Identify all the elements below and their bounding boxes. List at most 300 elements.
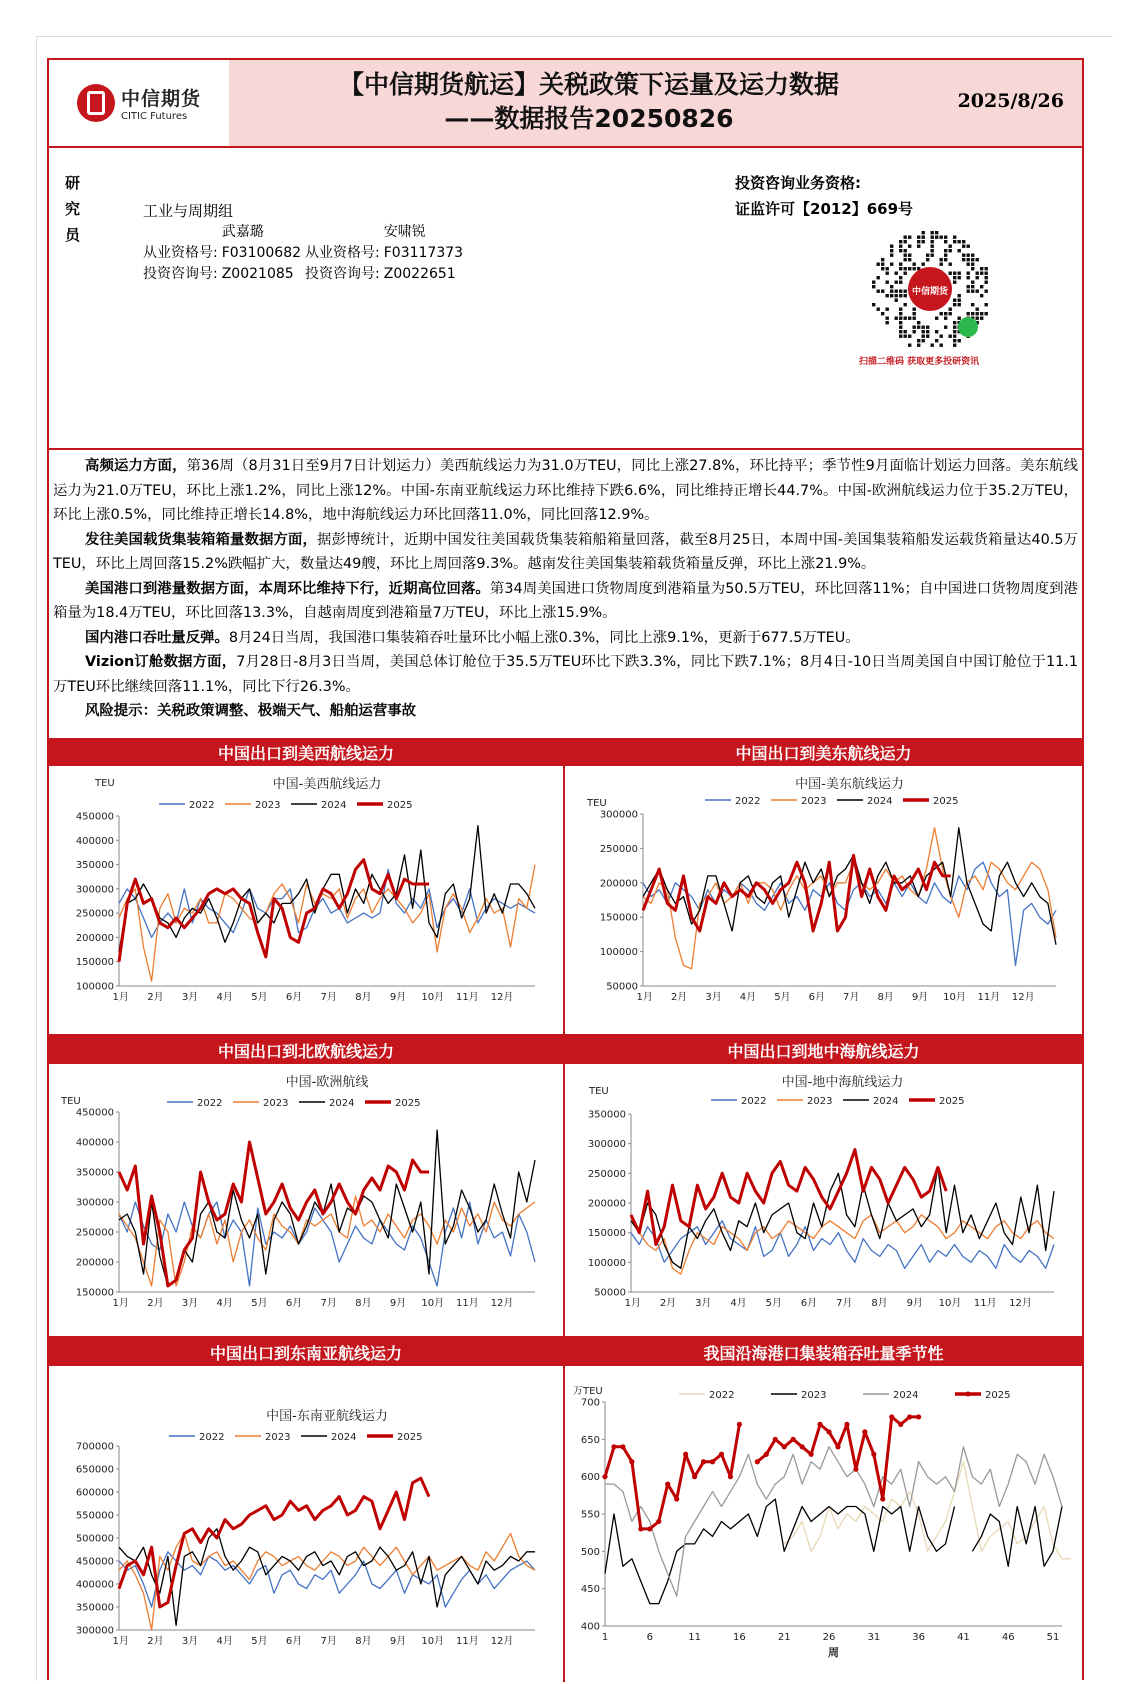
qr-module — [940, 236, 943, 239]
qr-module — [872, 281, 875, 284]
qr-module — [895, 294, 898, 297]
legend-label: 2024 — [331, 1432, 357, 1443]
qr-module — [913, 317, 916, 320]
qr-module — [904, 303, 907, 306]
qr-module — [890, 290, 893, 293]
y-tick-label: 200000 — [75, 932, 114, 944]
researcher-info — [49, 148, 1082, 450]
qr-module — [953, 344, 956, 347]
qr-code-icon[interactable] — [869, 228, 991, 350]
qr-module — [949, 249, 952, 252]
y-tick-label: 450000 — [75, 1556, 114, 1568]
x-tick-label: 31 — [867, 1632, 881, 1643]
summary-heading: 国内港口吞吐量反弹。 — [85, 629, 229, 646]
report-header — [49, 60, 1082, 148]
x-tick-label: 21 — [777, 1632, 791, 1643]
summary-text: 8月24日当周，我国港口集装箱吞吐量环比小幅上涨0.3%，同比上涨9.1%，更新于677.5万TEU。 — [228, 629, 860, 646]
qr-module — [917, 326, 920, 329]
qualification-line-1: 投资咨询业务资格: — [735, 174, 861, 192]
y-tick-label: 300000 — [599, 809, 638, 821]
legend-label: 2024 — [893, 1390, 919, 1401]
legend-label: 2022 — [197, 1098, 223, 1109]
data-point — [602, 1474, 607, 1479]
x-tick-label: 6 — [646, 1632, 653, 1643]
data-point — [889, 1414, 894, 1419]
qr-module — [886, 308, 889, 311]
company-logo — [49, 60, 229, 146]
qr-module — [913, 308, 916, 311]
summary-heading: 发往美国载货集装箱箱量数据方面， — [85, 531, 317, 548]
logo-en-text: CITIC Futures — [120, 111, 188, 122]
x-tick-label: 10月 — [421, 1298, 445, 1309]
data-point — [620, 1444, 625, 1449]
x-tick-label: 6月 — [285, 1636, 303, 1647]
qr-module — [899, 281, 902, 284]
qr-module — [953, 299, 956, 302]
qr-module — [904, 240, 907, 243]
qr-module — [895, 290, 898, 293]
inv-number: Z0022651 — [383, 266, 456, 282]
data-point — [629, 1459, 634, 1464]
qr-module — [886, 294, 889, 297]
qr-module — [958, 276, 961, 279]
qr-module — [931, 236, 934, 239]
x-tick-label: 7月 — [320, 1298, 337, 1309]
qr-module — [913, 326, 916, 329]
x-tick-label: 1月 — [636, 992, 653, 1003]
x-tick-label: 6月 — [285, 1298, 303, 1309]
qr-module — [908, 258, 911, 261]
qr-module — [931, 231, 934, 234]
cert-label: 从业资格号: — [305, 245, 380, 261]
legend-label: 2023 — [807, 1096, 833, 1107]
qr-module — [922, 339, 925, 342]
x-tick-label: 51 — [1046, 1632, 1060, 1643]
qr-module — [985, 281, 988, 284]
qr-module — [958, 240, 961, 243]
panel-title: 中国出口到地中海航线运力 — [565, 1036, 1082, 1064]
qr-module — [926, 254, 929, 257]
qr-module — [985, 303, 988, 306]
qr-module — [908, 236, 911, 239]
qr-module — [953, 281, 956, 284]
qr-module — [904, 258, 907, 261]
y-tick-label: 50000 — [606, 981, 638, 993]
x-tick-label: 5月 — [251, 992, 268, 1003]
x-tick-label: 7月 — [843, 992, 860, 1003]
y-tick-label: 150000 — [75, 1287, 114, 1299]
qr-module — [890, 249, 893, 252]
qr-module — [971, 258, 974, 261]
summary-heading: Vizion订舱数据方面， — [85, 654, 237, 670]
qualification — [735, 170, 913, 222]
qr-module — [944, 258, 947, 261]
y-tick-label: 300000 — [75, 1625, 114, 1637]
qr-module — [967, 263, 970, 266]
qr-module — [940, 258, 943, 261]
legend-label: 2023 — [801, 1390, 827, 1401]
qr-module — [899, 321, 902, 324]
researcher-name: 安啸锐 — [383, 224, 426, 240]
y-tick-label: 450 — [580, 1584, 600, 1596]
report-subtitle: ——数据报告20250826 — [444, 104, 734, 133]
qr-module — [976, 272, 979, 275]
qr-module — [904, 290, 907, 293]
qr-module — [917, 321, 920, 324]
qr-module — [877, 276, 880, 279]
legend-label: 2022 — [735, 796, 761, 807]
qr-module — [944, 326, 947, 329]
y-tick-label: 400000 — [75, 1579, 114, 1591]
qr-module — [944, 236, 947, 239]
y-tick-label: 150000 — [587, 1228, 626, 1240]
summary-paragraph — [53, 528, 1078, 577]
qr-module — [908, 254, 911, 257]
legend-label: 2024 — [321, 800, 347, 811]
qr-module — [971, 267, 974, 270]
x-tick-label: 7月 — [320, 992, 337, 1003]
legend-label: 2023 — [265, 1432, 291, 1443]
legend-label: 2025 — [397, 1432, 423, 1443]
panel-us-west — [49, 738, 565, 1034]
series-line-2024 — [119, 826, 535, 952]
summary-paragraph — [53, 577, 1078, 626]
qr-module — [926, 258, 929, 261]
qr-module — [967, 272, 970, 275]
chart-north-europe — [49, 1064, 563, 1334]
qr-module — [904, 335, 907, 338]
data-point — [862, 1429, 867, 1434]
x-tick-label: 4月 — [730, 1298, 747, 1309]
qr-module — [967, 245, 970, 248]
qr-module — [980, 267, 983, 270]
qr-module — [872, 285, 875, 288]
data-point — [737, 1422, 742, 1427]
qr-module — [890, 294, 893, 297]
qr-module — [913, 267, 916, 270]
qr-module — [899, 290, 902, 293]
x-axis-label: 周 — [828, 1646, 839, 1659]
x-tick-label: 5月 — [765, 1298, 782, 1309]
qr-module — [913, 330, 916, 333]
x-tick-label: 3月 — [181, 992, 199, 1003]
inv-label: 投资咨询号: — [305, 266, 380, 282]
cert-number: F03100682 — [221, 245, 302, 261]
y-tick-label: 50000 — [594, 1287, 626, 1299]
x-tick-label: 3月 — [181, 1636, 199, 1647]
y-tick-label: 250000 — [75, 1227, 114, 1239]
x-tick-label: 9月 — [389, 992, 407, 1003]
y-tick-label: 450000 — [75, 1107, 114, 1119]
qr-module — [953, 240, 956, 243]
summary-text: 7月28日-8月3日当周，美国总体订舱位于35.5万TEU环比下跌3.3%，同比下跌7.1%；8月4日-10日当周美国自中国订舱位于11.1万TEU环比继续回落11.1%，同比下行26.3%。 — [53, 654, 1078, 695]
x-tick-label: 7月 — [320, 1636, 337, 1647]
qr-module — [931, 344, 934, 347]
legend-label: 2024 — [329, 1098, 355, 1109]
researcher-name: 武嘉璐 — [221, 224, 264, 240]
qr-module — [904, 267, 907, 270]
legend-label: 2025 — [939, 1096, 965, 1107]
y-tick-label: 400000 — [75, 835, 114, 847]
qr-caption: 扫描二维码 获取更多投研资讯 — [859, 357, 980, 367]
qr-module — [917, 240, 920, 243]
summary-section — [49, 450, 1082, 750]
qr-module — [886, 321, 889, 324]
y-tick-label: 300000 — [75, 884, 114, 896]
legend — [159, 800, 412, 811]
y-tick-label: 400000 — [75, 1137, 114, 1149]
citic-logo-icon — [77, 84, 115, 122]
qr-module — [976, 258, 979, 261]
qr-module — [971, 263, 974, 266]
y-tick-label: 700 — [580, 1397, 600, 1409]
y-axis-label: TEU — [95, 778, 115, 789]
qr-module — [958, 294, 961, 297]
qr-module — [949, 272, 952, 275]
x-tick-label: 26 — [822, 1632, 836, 1643]
summary-paragraph — [53, 699, 1078, 724]
qr-module — [940, 263, 943, 266]
qr-module — [958, 317, 961, 320]
qr-module — [985, 276, 988, 279]
qr-module — [976, 312, 979, 315]
qr-module — [895, 317, 898, 320]
x-tick-label: 5月 — [251, 1298, 268, 1309]
qr-module — [922, 263, 925, 266]
qr-module — [935, 231, 938, 234]
x-tick-label: 6月 — [800, 1298, 818, 1309]
qr-module — [931, 254, 934, 257]
qr-module — [985, 272, 988, 275]
x-tick-label: 9月 — [389, 1636, 407, 1647]
x-tick-label: 2月 — [659, 1298, 677, 1309]
legend-label: 2022 — [199, 1432, 225, 1443]
x-tick-label: 7月 — [836, 1298, 853, 1309]
data-point — [782, 1444, 787, 1449]
y-tick-label: 250000 — [587, 1168, 626, 1180]
data-point — [817, 1422, 822, 1427]
x-tick-label: 4月 — [216, 1636, 233, 1647]
x-tick-label: 1月 — [112, 1636, 129, 1647]
qr-module — [890, 285, 893, 288]
x-tick-label: 5月 — [251, 1636, 268, 1647]
qr-module — [877, 290, 880, 293]
research-group: 工业与周期组 — [143, 202, 234, 220]
qr-module — [940, 312, 943, 315]
x-tick-label: 1 — [601, 1632, 609, 1643]
summary-heading: 高频运力方面， — [85, 458, 187, 474]
qr-module — [917, 236, 920, 239]
y-axis-label: TEU — [587, 798, 607, 809]
data-point — [764, 1452, 769, 1457]
qr-module — [895, 272, 898, 275]
qr-module — [890, 254, 893, 257]
qr-module — [922, 330, 925, 333]
y-tick-label: 250000 — [599, 843, 638, 855]
qr-module — [913, 263, 916, 266]
summary-heading: 美国港口到港量数据方面，本周环比维持下行，近期高位回落。 — [85, 580, 490, 597]
qr-module — [967, 254, 970, 257]
x-tick-label: 9月 — [911, 992, 929, 1003]
x-tick-label: 5月 — [774, 992, 791, 1003]
qr-module — [958, 299, 961, 302]
x-tick-label: 11月 — [456, 992, 479, 1003]
legend — [167, 1098, 420, 1109]
y-tick-label: 100000 — [587, 1257, 626, 1269]
qr-module — [922, 236, 925, 239]
qr-module — [940, 344, 943, 347]
x-tick-label: 6月 — [285, 992, 303, 1003]
qr-module — [935, 317, 938, 320]
chart-port-throughput — [565, 1366, 1082, 1680]
summary-text: 第36周（8月31日至9月7日计划运力）美西航线运力为31.0万TEU，同比上涨27.8%，环比持平；季节性9月面临计划运力回落。美东航线运力为21.0万TEU，环比上涨1.2%，同比上涨12%。中国-东南亚航线运力环比维持下跌6.6%，同比维持正增长44.7%。中国-欧洲航线运力位于35.2万TEU，环比上涨0.5%，同比维持正增长14.8%，地中海航线运力环比回落11.0%，同比回落12.9%。 — [53, 458, 1079, 523]
data-point — [719, 1452, 724, 1457]
qr-module — [899, 294, 902, 297]
qr-module — [985, 312, 988, 315]
qr-module — [931, 240, 934, 243]
qualification-line-2: 证监许可【2012】669号 — [735, 200, 914, 218]
legend-label: 2024 — [873, 1096, 899, 1107]
qr-module — [899, 312, 902, 315]
qr-module — [935, 339, 938, 342]
qr-module — [917, 339, 920, 342]
panel-title: 我国沿海港口集装箱吞吐量季节性 — [565, 1338, 1082, 1366]
data-point — [656, 1519, 661, 1524]
qr-module — [953, 321, 956, 324]
qr-module — [944, 312, 947, 315]
legend — [705, 796, 958, 807]
qr-module — [953, 276, 956, 279]
qr-module — [953, 330, 956, 333]
legend-label: 2022 — [189, 800, 215, 811]
data-point — [692, 1474, 697, 1479]
x-tick-label: 8月 — [355, 1636, 372, 1647]
x-tick-label: 3月 — [705, 992, 722, 1003]
data-point — [611, 1444, 616, 1449]
series-line-2023 — [631, 1215, 1054, 1274]
qr-module — [904, 294, 907, 297]
x-tick-label: 46 — [1001, 1632, 1015, 1643]
qr-module — [899, 245, 902, 248]
qr-module — [962, 258, 965, 261]
chart-southeast-asia — [49, 1366, 563, 1680]
chart-title: 中国-美西航线运力 — [272, 777, 382, 792]
x-tick-label: 11月 — [977, 992, 1001, 1003]
qr-module — [886, 317, 889, 320]
x-tick-label: 11月 — [456, 1636, 479, 1647]
data-point — [791, 1437, 796, 1442]
data-point — [835, 1444, 840, 1449]
y-axis-label: TEU — [589, 1086, 609, 1097]
qr-module — [944, 240, 947, 243]
qr-module — [917, 245, 920, 248]
y-tick-label: 250000 — [75, 908, 114, 920]
qr-module — [949, 263, 952, 266]
y-tick-label: 400 — [580, 1621, 600, 1633]
report-date: 2025/8/26 — [957, 90, 1064, 112]
qr-module — [904, 236, 907, 239]
data-point — [773, 1437, 778, 1442]
legend-label: 2023 — [255, 800, 281, 811]
y-tick-label: 150000 — [599, 912, 638, 924]
qr-module — [962, 254, 965, 257]
x-tick-label: 11 — [688, 1632, 701, 1643]
qr-module — [971, 303, 974, 306]
x-tick-label: 10月 — [943, 992, 966, 1003]
data-point — [755, 1459, 760, 1464]
title-area — [229, 60, 1082, 146]
x-tick-label: 41 — [957, 1632, 970, 1643]
qr-module — [949, 335, 952, 338]
legend — [711, 1096, 964, 1107]
cert-label: 从业资格号: — [143, 245, 218, 261]
qr-module — [886, 281, 889, 284]
data-point — [674, 1496, 679, 1501]
qr-module — [944, 249, 947, 252]
panel-north-europe — [49, 1036, 565, 1336]
x-tick-label: 2月 — [147, 992, 164, 1003]
summary-paragraph — [53, 650, 1078, 699]
qr-module — [971, 285, 974, 288]
qr-module — [967, 276, 970, 279]
x-tick-label: 9月 — [389, 1298, 407, 1309]
qr-module — [985, 267, 988, 270]
y-axis-label: 万TEU — [573, 1386, 603, 1397]
qr-module — [980, 272, 983, 275]
qr-module — [877, 263, 880, 266]
qr-module — [895, 299, 898, 302]
y-tick-label: 500 — [580, 1546, 600, 1558]
x-tick-label: 8月 — [355, 992, 372, 1003]
report-title: 【中信期货航运】关税政策下运量及运力数据 — [338, 70, 839, 99]
qr-module — [899, 308, 902, 311]
chart-title: 中国-美东航线运力 — [795, 777, 904, 792]
x-tick-label: 8月 — [877, 992, 894, 1003]
qr-module — [899, 240, 902, 243]
qr-module — [953, 236, 956, 239]
y-tick-label: 350000 — [75, 1167, 114, 1179]
qr-module — [899, 335, 902, 338]
qr-module — [881, 312, 884, 315]
x-tick-label: 12月 — [490, 992, 514, 1003]
y-tick-label: 600 — [580, 1472, 600, 1484]
y-tick-label: 300000 — [75, 1197, 114, 1209]
qr-module — [877, 308, 880, 311]
logo-cn-text: 中信期货 — [120, 88, 201, 110]
chart-title: 中国-欧洲航线 — [285, 1075, 369, 1090]
x-tick-label: 1月 — [112, 1298, 129, 1309]
qr-module — [931, 245, 934, 248]
qr-module — [926, 326, 929, 329]
y-tick-label: 200000 — [599, 878, 638, 890]
data-point — [907, 1414, 912, 1419]
qr-module — [949, 312, 952, 315]
qr-module — [917, 344, 920, 347]
qr-module — [908, 267, 911, 270]
qr-module — [913, 312, 916, 315]
legend — [169, 1432, 422, 1443]
qr-module — [881, 258, 884, 261]
panel-port-throughput — [565, 1338, 1082, 1682]
y-tick-label: 500000 — [75, 1533, 114, 1545]
qr-module — [922, 231, 925, 234]
x-tick-label: 11月 — [973, 1298, 997, 1309]
x-tick-label: 10月 — [938, 1298, 962, 1309]
qr-module — [908, 335, 911, 338]
y-tick-label: 350000 — [75, 860, 114, 872]
x-tick-label: 4月 — [216, 1298, 233, 1309]
qr-module — [949, 245, 952, 248]
